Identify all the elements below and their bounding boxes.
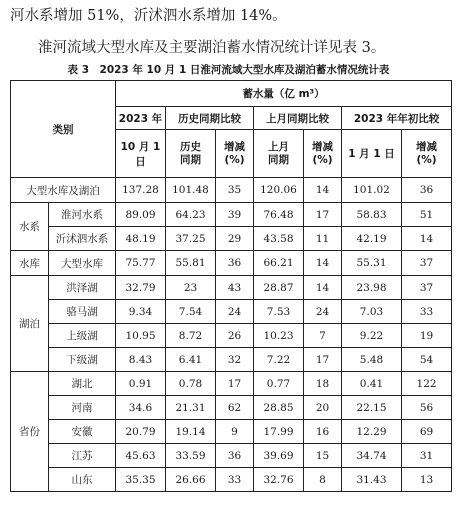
cell: 101.02 xyxy=(342,178,402,203)
table-caption: 表 3 2023 年 10 月 1 日淮河流域大型水库及湖泊蓄水情况统计表 xyxy=(67,64,390,76)
cell: 7.54 xyxy=(166,300,216,324)
cell: 17 xyxy=(304,203,342,227)
cell: 37 xyxy=(402,276,452,300)
cell: 64.23 xyxy=(166,203,216,227)
cell: 89.09 xyxy=(116,203,166,227)
cell: 14 xyxy=(402,227,452,251)
cell: 14 xyxy=(304,276,342,300)
storage-table xyxy=(10,80,452,492)
cell: 7.22 xyxy=(254,348,304,372)
cell: 26.66 xyxy=(166,468,216,492)
cell: 16 xyxy=(304,420,342,444)
header-hist-compare: 历史同期比较 xyxy=(166,107,254,130)
cell: 33 xyxy=(216,468,254,492)
cell: 24 xyxy=(304,300,342,324)
header-jan1: 1 月 1 日 xyxy=(342,130,402,178)
table-row xyxy=(11,420,452,444)
cell: 19.14 xyxy=(166,420,216,444)
cell: 14 xyxy=(304,178,342,203)
cell: 32.79 xyxy=(116,276,166,300)
cell: 37 xyxy=(402,251,452,276)
header-hist-value: 历史 同期 xyxy=(166,130,216,178)
cell: 24 xyxy=(216,300,254,324)
cell: 137.28 xyxy=(116,178,166,203)
cell: 58.83 xyxy=(342,203,402,227)
cell: 17.99 xyxy=(254,420,304,444)
cell: 69 xyxy=(402,420,452,444)
cell: 13 xyxy=(402,468,452,492)
cell: 12.29 xyxy=(342,420,402,444)
cell: 8.43 xyxy=(116,348,166,372)
cell: 39 xyxy=(216,203,254,227)
cell: 17 xyxy=(304,348,342,372)
table-row xyxy=(11,203,452,227)
cell: 6.41 xyxy=(166,348,216,372)
cell: 9.22 xyxy=(342,324,402,348)
cell: 51 xyxy=(402,203,452,227)
cell: 8.72 xyxy=(166,324,216,348)
cell: 35 xyxy=(216,178,254,203)
cell: 18 xyxy=(304,372,342,396)
group-label-hubo: 湖泊 xyxy=(11,276,49,372)
table-row xyxy=(11,468,452,492)
cell: 31.43 xyxy=(342,468,402,492)
cell: 29 xyxy=(216,227,254,251)
cell: 10.95 xyxy=(116,324,166,348)
cell: 28.85 xyxy=(254,396,304,420)
row-label: 大型水库 xyxy=(49,251,116,276)
intro-line-2: 淮河流域大型水库及主要湖泊蓄水情况统计详见表 3。 xyxy=(38,40,386,56)
header-lastmonth-compare: 上月同期比较 xyxy=(254,107,342,130)
cell: 10.23 xyxy=(254,324,304,348)
group-label-shuixi: 水系 xyxy=(11,203,49,251)
table-row xyxy=(11,300,452,324)
cell: 9 xyxy=(216,420,254,444)
cell: 122 xyxy=(402,372,452,396)
row-label: 河南 xyxy=(49,396,116,420)
row-label: 上级湖 xyxy=(49,324,116,348)
cell: 43.58 xyxy=(254,227,304,251)
table-row xyxy=(11,227,452,251)
table-row xyxy=(11,444,452,468)
cell: 75.77 xyxy=(116,251,166,276)
cell: 39.69 xyxy=(254,444,304,468)
cell: 22.15 xyxy=(342,396,402,420)
cell: 31 xyxy=(402,444,452,468)
table-row xyxy=(11,396,452,420)
cell: 62 xyxy=(216,396,254,420)
cell: 28.87 xyxy=(254,276,304,300)
cell: 26 xyxy=(216,324,254,348)
cell: 55.31 xyxy=(342,251,402,276)
row-label: 山东 xyxy=(49,468,116,492)
cell: 11 xyxy=(304,227,342,251)
header-year-2023: 2023 年 xyxy=(116,107,166,130)
intro-line-1: 河水系增加 51%，沂沭泗水系增加 14%。 xyxy=(10,8,287,24)
cell: 48.19 xyxy=(116,227,166,251)
header-lastmonth-change: 增减 (%) xyxy=(304,130,342,178)
cell: 8 xyxy=(304,468,342,492)
cell: 20.79 xyxy=(116,420,166,444)
cell: 101.48 xyxy=(166,178,216,203)
cell: 36 xyxy=(402,178,452,203)
table-row xyxy=(11,178,452,203)
row-label: 湖北 xyxy=(49,372,116,396)
cell: 9.34 xyxy=(116,300,166,324)
header-hist-change: 增减 (%) xyxy=(216,130,254,178)
cell: 20 xyxy=(304,396,342,420)
cell: 66.21 xyxy=(254,251,304,276)
cell: 54 xyxy=(402,348,452,372)
cell: 42.19 xyxy=(342,227,402,251)
cell: 7 xyxy=(304,324,342,348)
cell: 17 xyxy=(216,372,254,396)
cell: 36 xyxy=(216,251,254,276)
group-label-shuiku: 水库 xyxy=(11,251,49,276)
cell: 14 xyxy=(304,251,342,276)
cell: 35.35 xyxy=(116,468,166,492)
header-yearstart-compare: 2023 年年初比较 xyxy=(342,107,452,130)
cell: 36 xyxy=(216,444,254,468)
cell: 19 xyxy=(402,324,452,348)
table-row xyxy=(11,348,452,372)
table-row xyxy=(11,372,452,396)
cell: 33.59 xyxy=(166,444,216,468)
row-label: 骆马湖 xyxy=(49,300,116,324)
header-yearstart-change: 增减 (%) xyxy=(402,130,452,178)
row-label: 沂沭泗水系 xyxy=(49,227,116,251)
cell: 34.6 xyxy=(116,396,166,420)
table-row xyxy=(11,324,452,348)
cell: 0.41 xyxy=(342,372,402,396)
cell: 120.06 xyxy=(254,178,304,203)
table-row xyxy=(11,251,452,276)
cell: 0.91 xyxy=(116,372,166,396)
cell: 45.63 xyxy=(116,444,166,468)
cell: 32.76 xyxy=(254,468,304,492)
cell: 23 xyxy=(166,276,216,300)
cell: 37.25 xyxy=(166,227,216,251)
cell: 43 xyxy=(216,276,254,300)
table-row xyxy=(11,276,452,300)
row-label: 淮河水系 xyxy=(49,203,116,227)
header-lastmonth-value: 上月 同期 xyxy=(254,130,304,178)
header-oct1: 10 月 1 日 xyxy=(116,130,166,178)
cell: 56 xyxy=(402,396,452,420)
cell: 21.31 xyxy=(166,396,216,420)
row-label: 洪泽湖 xyxy=(49,276,116,300)
cell: 5.48 xyxy=(342,348,402,372)
cell: 23.98 xyxy=(342,276,402,300)
row-label: 下级湖 xyxy=(49,348,116,372)
cell: 7.03 xyxy=(342,300,402,324)
cell: 55.81 xyxy=(166,251,216,276)
header-storage: 蓄水量（亿 m³） xyxy=(116,81,452,107)
cell: 7.53 xyxy=(254,300,304,324)
cell: 34.74 xyxy=(342,444,402,468)
cell: 33 xyxy=(402,300,452,324)
cell: 32 xyxy=(216,348,254,372)
cell: 15 xyxy=(304,444,342,468)
header-category: 类别 xyxy=(11,81,116,178)
row-label: 安徽 xyxy=(49,420,116,444)
row-label: 大型水库及湖泊 xyxy=(11,178,116,203)
cell: 76.48 xyxy=(254,203,304,227)
cell: 0.78 xyxy=(166,372,216,396)
row-label: 江苏 xyxy=(49,444,116,468)
group-label-shengfen: 省份 xyxy=(11,372,49,492)
cell: 0.77 xyxy=(254,372,304,396)
